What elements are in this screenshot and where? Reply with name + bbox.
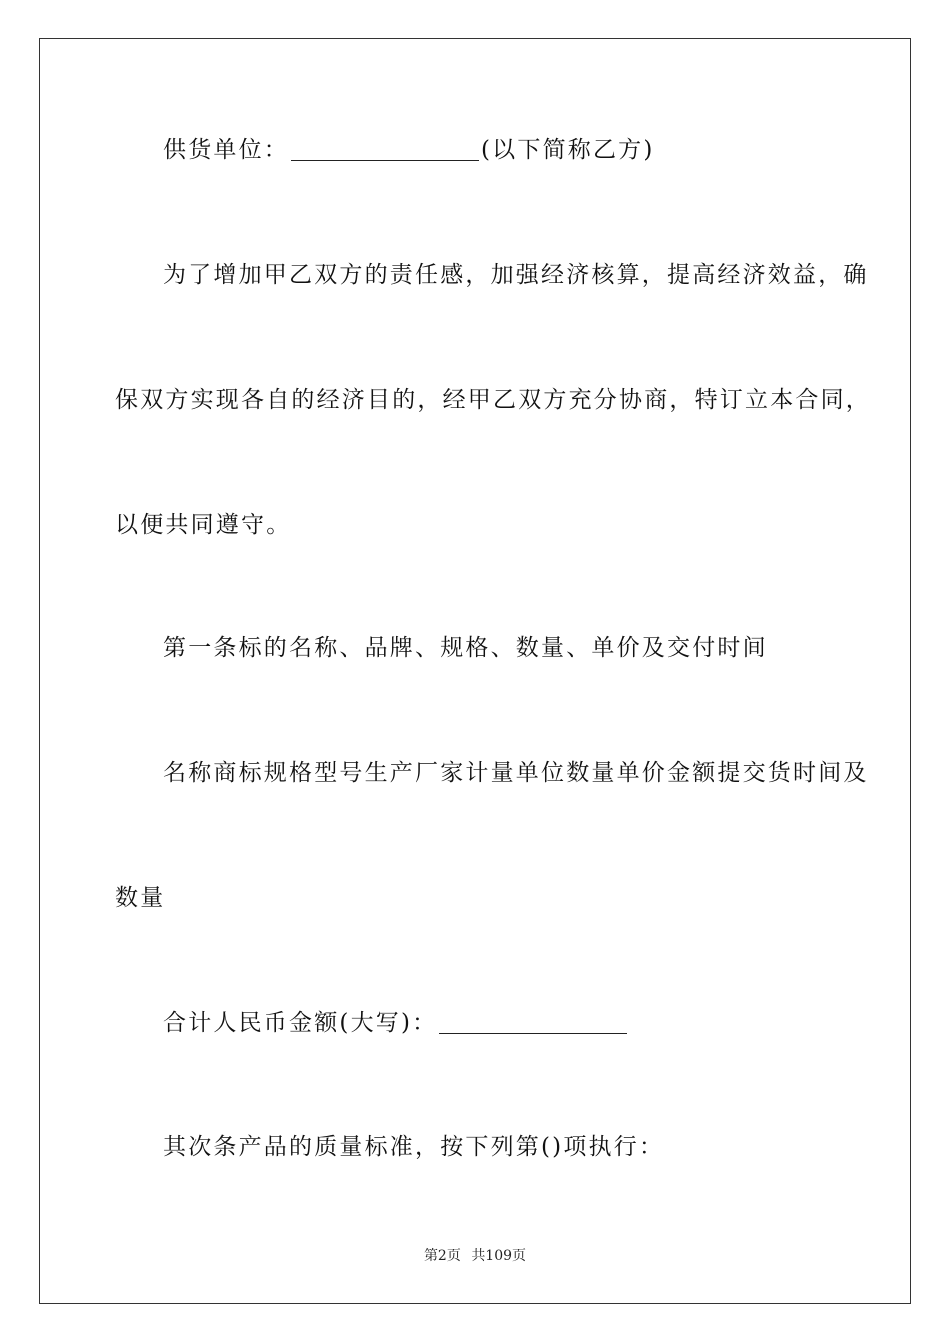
article-1-heading: 第一条标的名称、品牌、规格、数量、单价及交付时间 [163,635,768,661]
total-amount-blank [439,1007,627,1034]
supplier-label: 供货单位： [163,137,289,163]
article-2-heading: 其次条产品的质量标准，按下列第()项执行： [163,1134,665,1160]
supplier-line [115,130,893,170]
paragraph-line: 保双方实现各自的经济目的，经甲乙双方充分协商，特订立本合同， [115,387,871,413]
table-header-line: 名称商标规格型号生产厂家计量单位数量单价金额提交货时间及 [163,760,869,786]
page-footer [0,1246,950,1266]
page-total: 共109页 [471,1248,527,1264]
total-amount-label: 合计人民币金额(大写)： [163,1010,438,1036]
table-header-line: 数量 [115,885,166,911]
supplier-blank [291,134,479,161]
total-amount-line [115,1003,893,1043]
page-border [39,38,911,1304]
supplier-suffix: (以下简称乙方) [481,137,655,163]
paragraph-line: 为了增加甲乙双方的责任感，加强经济核算，提高经济效益，确 [163,262,869,288]
page-number: 第2页 [423,1248,461,1264]
paragraph-line: 以便共同遵守。 [115,512,292,538]
